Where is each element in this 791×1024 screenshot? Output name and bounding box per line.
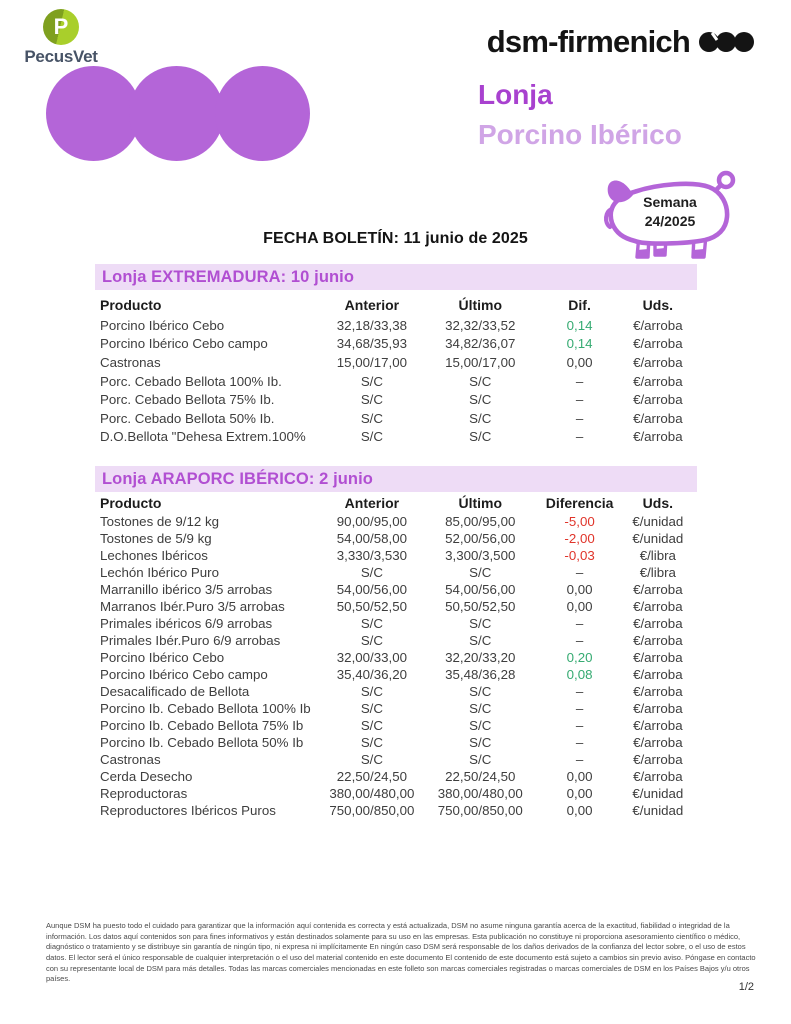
table-row bbox=[95, 768, 697, 785]
cell-dif: 0,00 bbox=[566, 354, 593, 370]
table-body bbox=[95, 316, 697, 446]
cell-uds: €/arroba bbox=[633, 684, 683, 699]
table-row bbox=[95, 316, 697, 335]
section-title: Lonja ARAPORC IBÉRICO: 2 junio bbox=[102, 469, 373, 488]
cell-dif: – bbox=[575, 752, 584, 767]
cell-ultimo: 22,50/24,50 bbox=[445, 769, 516, 784]
cell-producto: Lechón Ibérico Puro bbox=[100, 565, 220, 580]
column-header-anterior: Anterior bbox=[344, 296, 400, 313]
cell-uds: €/arroba bbox=[633, 582, 683, 597]
dsm-firmenich-wordmark: dsm-firmenich bbox=[486, 24, 690, 59]
table-row bbox=[95, 802, 697, 819]
table-row bbox=[95, 428, 697, 447]
table-row bbox=[95, 683, 697, 700]
cell-producto: Porc. Cebado Bellota 50% Ib. bbox=[100, 410, 275, 426]
cell-anterior: S/C bbox=[360, 410, 383, 426]
cell-producto: Tostones de 9/12 kg bbox=[100, 514, 220, 529]
cell-ultimo: S/C bbox=[469, 392, 492, 408]
cell-dif: -0,03 bbox=[564, 548, 595, 563]
cell-dif: – bbox=[575, 429, 584, 445]
cell-dif: 0,08 bbox=[566, 667, 593, 682]
cell-anterior: 90,00/95,00 bbox=[336, 514, 408, 529]
doc-subtitle: Porcino Ibérico bbox=[478, 119, 682, 150]
column-header-ultimo: Último bbox=[458, 296, 503, 313]
table-row bbox=[95, 785, 697, 802]
table-row bbox=[95, 335, 697, 354]
cell-ultimo: 32,20/33,20 bbox=[445, 650, 516, 665]
cell-dif: -2,00 bbox=[564, 531, 595, 546]
column-header-dif: Dif. bbox=[568, 296, 591, 313]
cell-dif: – bbox=[575, 410, 584, 426]
dsm-dots-icon bbox=[699, 31, 755, 53]
cell-ultimo: 35,48/36,28 bbox=[445, 667, 516, 682]
cell-dif: – bbox=[575, 616, 584, 631]
cell-ultimo: 15,00/17,00 bbox=[445, 354, 516, 370]
table-row bbox=[95, 530, 697, 547]
cell-ultimo: 85,00/95,00 bbox=[445, 514, 516, 529]
column-header-diferencia: Diferencia bbox=[545, 494, 614, 511]
cell-producto: Cerda Desecho bbox=[100, 769, 193, 784]
cell-ultimo: 380,00/480,00 bbox=[437, 786, 523, 801]
week-label: Semana bbox=[643, 194, 697, 210]
table-header-row bbox=[95, 492, 697, 513]
cell-uds: €/arroba bbox=[633, 392, 683, 408]
cell-dif: – bbox=[575, 701, 584, 716]
cell-ultimo: 52,00/56,00 bbox=[445, 531, 516, 546]
cell-ultimo: 750,00/850,00 bbox=[437, 803, 523, 818]
cell-dif: – bbox=[575, 735, 584, 750]
cell-uds: €/libra bbox=[639, 548, 676, 563]
pecusvet-icon bbox=[43, 9, 79, 45]
cell-uds: €/arroba bbox=[633, 667, 683, 682]
cell-uds: €/arroba bbox=[633, 752, 683, 767]
pecusvet-wordmark: PecusVet bbox=[24, 47, 98, 66]
cell-ultimo: 3,300/3,500 bbox=[445, 548, 516, 563]
cell-anterior: S/C bbox=[360, 616, 383, 631]
cell-producto: Porcino Ibérico Cebo bbox=[100, 650, 225, 665]
cell-anterior: S/C bbox=[360, 735, 383, 750]
cell-ultimo: S/C bbox=[469, 565, 492, 580]
cell-anterior: 15,00/17,00 bbox=[336, 354, 408, 370]
cell-ultimo: S/C bbox=[469, 718, 492, 733]
cell-ultimo: S/C bbox=[469, 410, 492, 426]
cell-producto: Tostones de 5/9 kg bbox=[100, 531, 212, 546]
table-row bbox=[95, 734, 697, 751]
cell-producto: Desacalificado de Bellota bbox=[100, 684, 250, 699]
cell-anterior: S/C bbox=[360, 718, 383, 733]
cell-anterior: 54,00/58,00 bbox=[336, 531, 408, 546]
cell-dif: – bbox=[575, 684, 584, 699]
decorative-circle bbox=[46, 66, 141, 161]
cell-anterior: 32,18/33,38 bbox=[336, 317, 408, 333]
cell-uds: €/arroba bbox=[633, 769, 683, 784]
cell-ultimo: S/C bbox=[469, 752, 492, 767]
cell-dif: – bbox=[575, 565, 584, 580]
cell-ultimo: S/C bbox=[469, 429, 492, 445]
table-row bbox=[95, 717, 697, 734]
table-row bbox=[95, 700, 697, 717]
disclaimer-text: Aunque DSM ha puesto todo el cuidado para garantizar que la información aquí contenida es correcta y está actualizada, DSM no asume ninguna garantía acerca de la exactitud, fiabilidad o integridad de la información. Los datos aquí contenidos son para fines informativos y están destinados solamente para su uso en las empresas. Esta publicación no constituye ni proporciona asesoramiento científico o médico, diagnóstico o tratamiento y se distribuye sin garantía de ningún tipo, ni expresa ni implícitamente En ningún caso DSM será responsable de los daños derivados de la confianza del lector sobre, o el uso de estos datos. El lector será el único responsable de cualquier interpretación o el uso del material contenido en este documento El contenido de este documento está sujeto a cambios sin previo aviso. Póngase en contacto con su representante local de DSM para más detalles. Todas las marcas comerciales mencionadas en este folleto son marcas comerciales registradas o marcas comerciales de DSM en los Países Bajos y/u otros países. bbox=[46, 921, 756, 984]
cell-anterior: S/C bbox=[360, 373, 383, 389]
cell-anterior: S/C bbox=[360, 633, 383, 648]
cell-uds: €/arroba bbox=[633, 354, 683, 370]
cell-producto: Porcino Ibérico Cebo campo bbox=[100, 336, 268, 352]
cell-dif: – bbox=[575, 392, 584, 408]
cell-anterior: 750,00/850,00 bbox=[329, 803, 415, 818]
section-header-extremadura bbox=[95, 264, 697, 290]
cell-producto: Porcino Ib. Cebado Bellota 50% Ib bbox=[100, 735, 304, 750]
table-row bbox=[95, 372, 697, 391]
week-badge bbox=[597, 193, 743, 231]
cell-anterior: S/C bbox=[360, 429, 383, 445]
cell-producto: Primales ibéricos 6/9 arrobas bbox=[100, 616, 273, 631]
pecusvet-monogram: P bbox=[53, 14, 69, 39]
cell-uds: €/unidad bbox=[632, 514, 684, 529]
cell-uds: €/arroba bbox=[633, 373, 683, 389]
cell-dif: – bbox=[575, 718, 584, 733]
cell-dif: -5,00 bbox=[564, 514, 595, 529]
cell-producto: Porc. Cebado Bellota 75% Ib. bbox=[100, 392, 275, 408]
cell-anterior: S/C bbox=[360, 565, 383, 580]
cell-producto: Porcino Ib. Cebado Bellota 100% Ib bbox=[100, 701, 311, 716]
cell-uds: €/unidad bbox=[632, 531, 684, 546]
cell-anterior: 380,00/480,00 bbox=[329, 786, 415, 801]
bulletin-date: FECHA BOLETÍN: 11 junio de 2025 bbox=[263, 230, 528, 247]
cell-anterior: S/C bbox=[360, 701, 383, 716]
cell-dif: – bbox=[575, 633, 584, 648]
cell-dif: – bbox=[575, 373, 584, 389]
cell-uds: €/arroba bbox=[633, 650, 683, 665]
cell-dif: 0,00 bbox=[566, 786, 593, 801]
table-row bbox=[95, 547, 697, 564]
cell-uds: €/unidad bbox=[632, 803, 684, 818]
column-header-producto: Producto bbox=[100, 494, 162, 511]
table-row bbox=[95, 409, 697, 428]
cell-anterior: 34,68/35,93 bbox=[336, 336, 408, 352]
column-header-producto: Producto bbox=[100, 296, 162, 313]
cell-ultimo: 32,32/33,52 bbox=[445, 317, 516, 333]
table-row bbox=[95, 649, 697, 666]
cell-ultimo: S/C bbox=[469, 616, 492, 631]
cell-producto: Reproductores Ibéricos Puros bbox=[100, 803, 276, 818]
column-header-uds: Uds. bbox=[642, 296, 673, 313]
cell-anterior: S/C bbox=[360, 684, 383, 699]
column-header-uds: Uds. bbox=[642, 494, 673, 511]
cell-anterior: 35,40/36,20 bbox=[336, 667, 408, 682]
cell-producto: Marranillo ibérico 3/5 arrobas bbox=[100, 582, 273, 597]
table-araporc-iberico bbox=[95, 466, 697, 819]
page-number: 1/2 bbox=[738, 981, 754, 993]
decorative-circle bbox=[129, 66, 224, 161]
cell-dif: 0,14 bbox=[566, 317, 593, 333]
table-extremadura bbox=[95, 264, 697, 446]
cell-uds: €/arroba bbox=[633, 735, 683, 750]
cell-uds: €/arroba bbox=[633, 701, 683, 716]
cell-uds: €/arroba bbox=[633, 336, 683, 352]
table-row bbox=[95, 632, 697, 649]
cell-anterior: 22,50/24,50 bbox=[336, 769, 408, 784]
cell-dif: 0,00 bbox=[566, 599, 593, 614]
cell-ultimo: S/C bbox=[469, 735, 492, 750]
cell-anterior: 54,00/56,00 bbox=[336, 582, 408, 597]
cell-uds: €/arroba bbox=[633, 429, 683, 445]
cell-uds: €/arroba bbox=[633, 410, 683, 426]
cell-anterior: 32,00/33,00 bbox=[336, 650, 408, 665]
cell-dif: 0,00 bbox=[566, 769, 593, 784]
table-row bbox=[95, 615, 697, 632]
doc-title: Lonja bbox=[478, 79, 553, 110]
cell-producto: Porcino Ibérico Cebo bbox=[100, 317, 225, 333]
cell-producto: Primales Ibér.Puro 6/9 arrobas bbox=[100, 633, 281, 648]
cell-producto: Lechones Ibéricos bbox=[100, 548, 208, 563]
cell-producto: Castronas bbox=[100, 752, 161, 767]
table-row bbox=[95, 581, 697, 598]
decorative-circle bbox=[215, 66, 310, 161]
dsm-firmenich-logo bbox=[487, 24, 755, 60]
cell-ultimo: S/C bbox=[469, 684, 492, 699]
table-row bbox=[95, 598, 697, 615]
cell-anterior: S/C bbox=[360, 392, 383, 408]
cell-ultimo: 50,50/52,50 bbox=[445, 599, 516, 614]
table-row bbox=[95, 751, 697, 768]
table-header-row bbox=[95, 293, 697, 316]
cell-uds: €/arroba bbox=[633, 317, 683, 333]
week-value: 24/2025 bbox=[644, 213, 696, 229]
cell-ultimo: 34,82/36,07 bbox=[445, 336, 516, 352]
pecusvet-logo bbox=[16, 9, 106, 67]
table-row bbox=[95, 390, 697, 409]
cell-uds: €/arroba bbox=[633, 718, 683, 733]
cell-dif: 0,00 bbox=[566, 803, 593, 818]
cell-producto: Reproductoras bbox=[100, 786, 188, 801]
cell-producto: Castronas bbox=[100, 354, 161, 370]
column-header-anterior: Anterior bbox=[344, 494, 400, 511]
section-header-araporc bbox=[95, 466, 697, 492]
cell-producto: Porcino Ibérico Cebo campo bbox=[100, 667, 268, 682]
table-row bbox=[95, 353, 697, 372]
cell-anterior: S/C bbox=[360, 752, 383, 767]
cell-uds: €/arroba bbox=[633, 633, 683, 648]
cell-uds: €/unidad bbox=[632, 786, 684, 801]
table-row bbox=[95, 513, 697, 530]
week-badge-pig bbox=[597, 165, 749, 269]
table-row bbox=[95, 564, 697, 581]
cell-producto: Marranos Ibér.Puro 3/5 arrobas bbox=[100, 599, 285, 614]
column-header-ultimo: Último bbox=[458, 494, 503, 511]
cell-ultimo: S/C bbox=[469, 373, 492, 389]
cell-producto: D.O.Bellota "Dehesa Extrem.100% bbox=[100, 429, 306, 445]
cell-producto: Porcino Ib. Cebado Bellota 75% Ib bbox=[100, 718, 304, 733]
cell-ultimo: 54,00/56,00 bbox=[445, 582, 516, 597]
cell-uds: €/arroba bbox=[633, 616, 683, 631]
section-title: Lonja EXTREMADURA: 10 junio bbox=[102, 267, 355, 286]
cell-producto: Porc. Cebado Bellota 100% Ib. bbox=[100, 373, 282, 389]
table-row bbox=[95, 666, 697, 683]
cell-uds: €/libra bbox=[639, 565, 676, 580]
table-body bbox=[95, 513, 697, 819]
cell-anterior: 3,330/3,530 bbox=[336, 548, 408, 563]
cell-dif: 0,20 bbox=[566, 650, 593, 665]
cell-uds: €/arroba bbox=[633, 599, 683, 614]
cell-anterior: 50,50/52,50 bbox=[336, 599, 408, 614]
cell-ultimo: S/C bbox=[469, 633, 492, 648]
cell-dif: 0,00 bbox=[566, 582, 593, 597]
cell-ultimo: S/C bbox=[469, 701, 492, 716]
cell-dif: 0,14 bbox=[566, 336, 593, 352]
